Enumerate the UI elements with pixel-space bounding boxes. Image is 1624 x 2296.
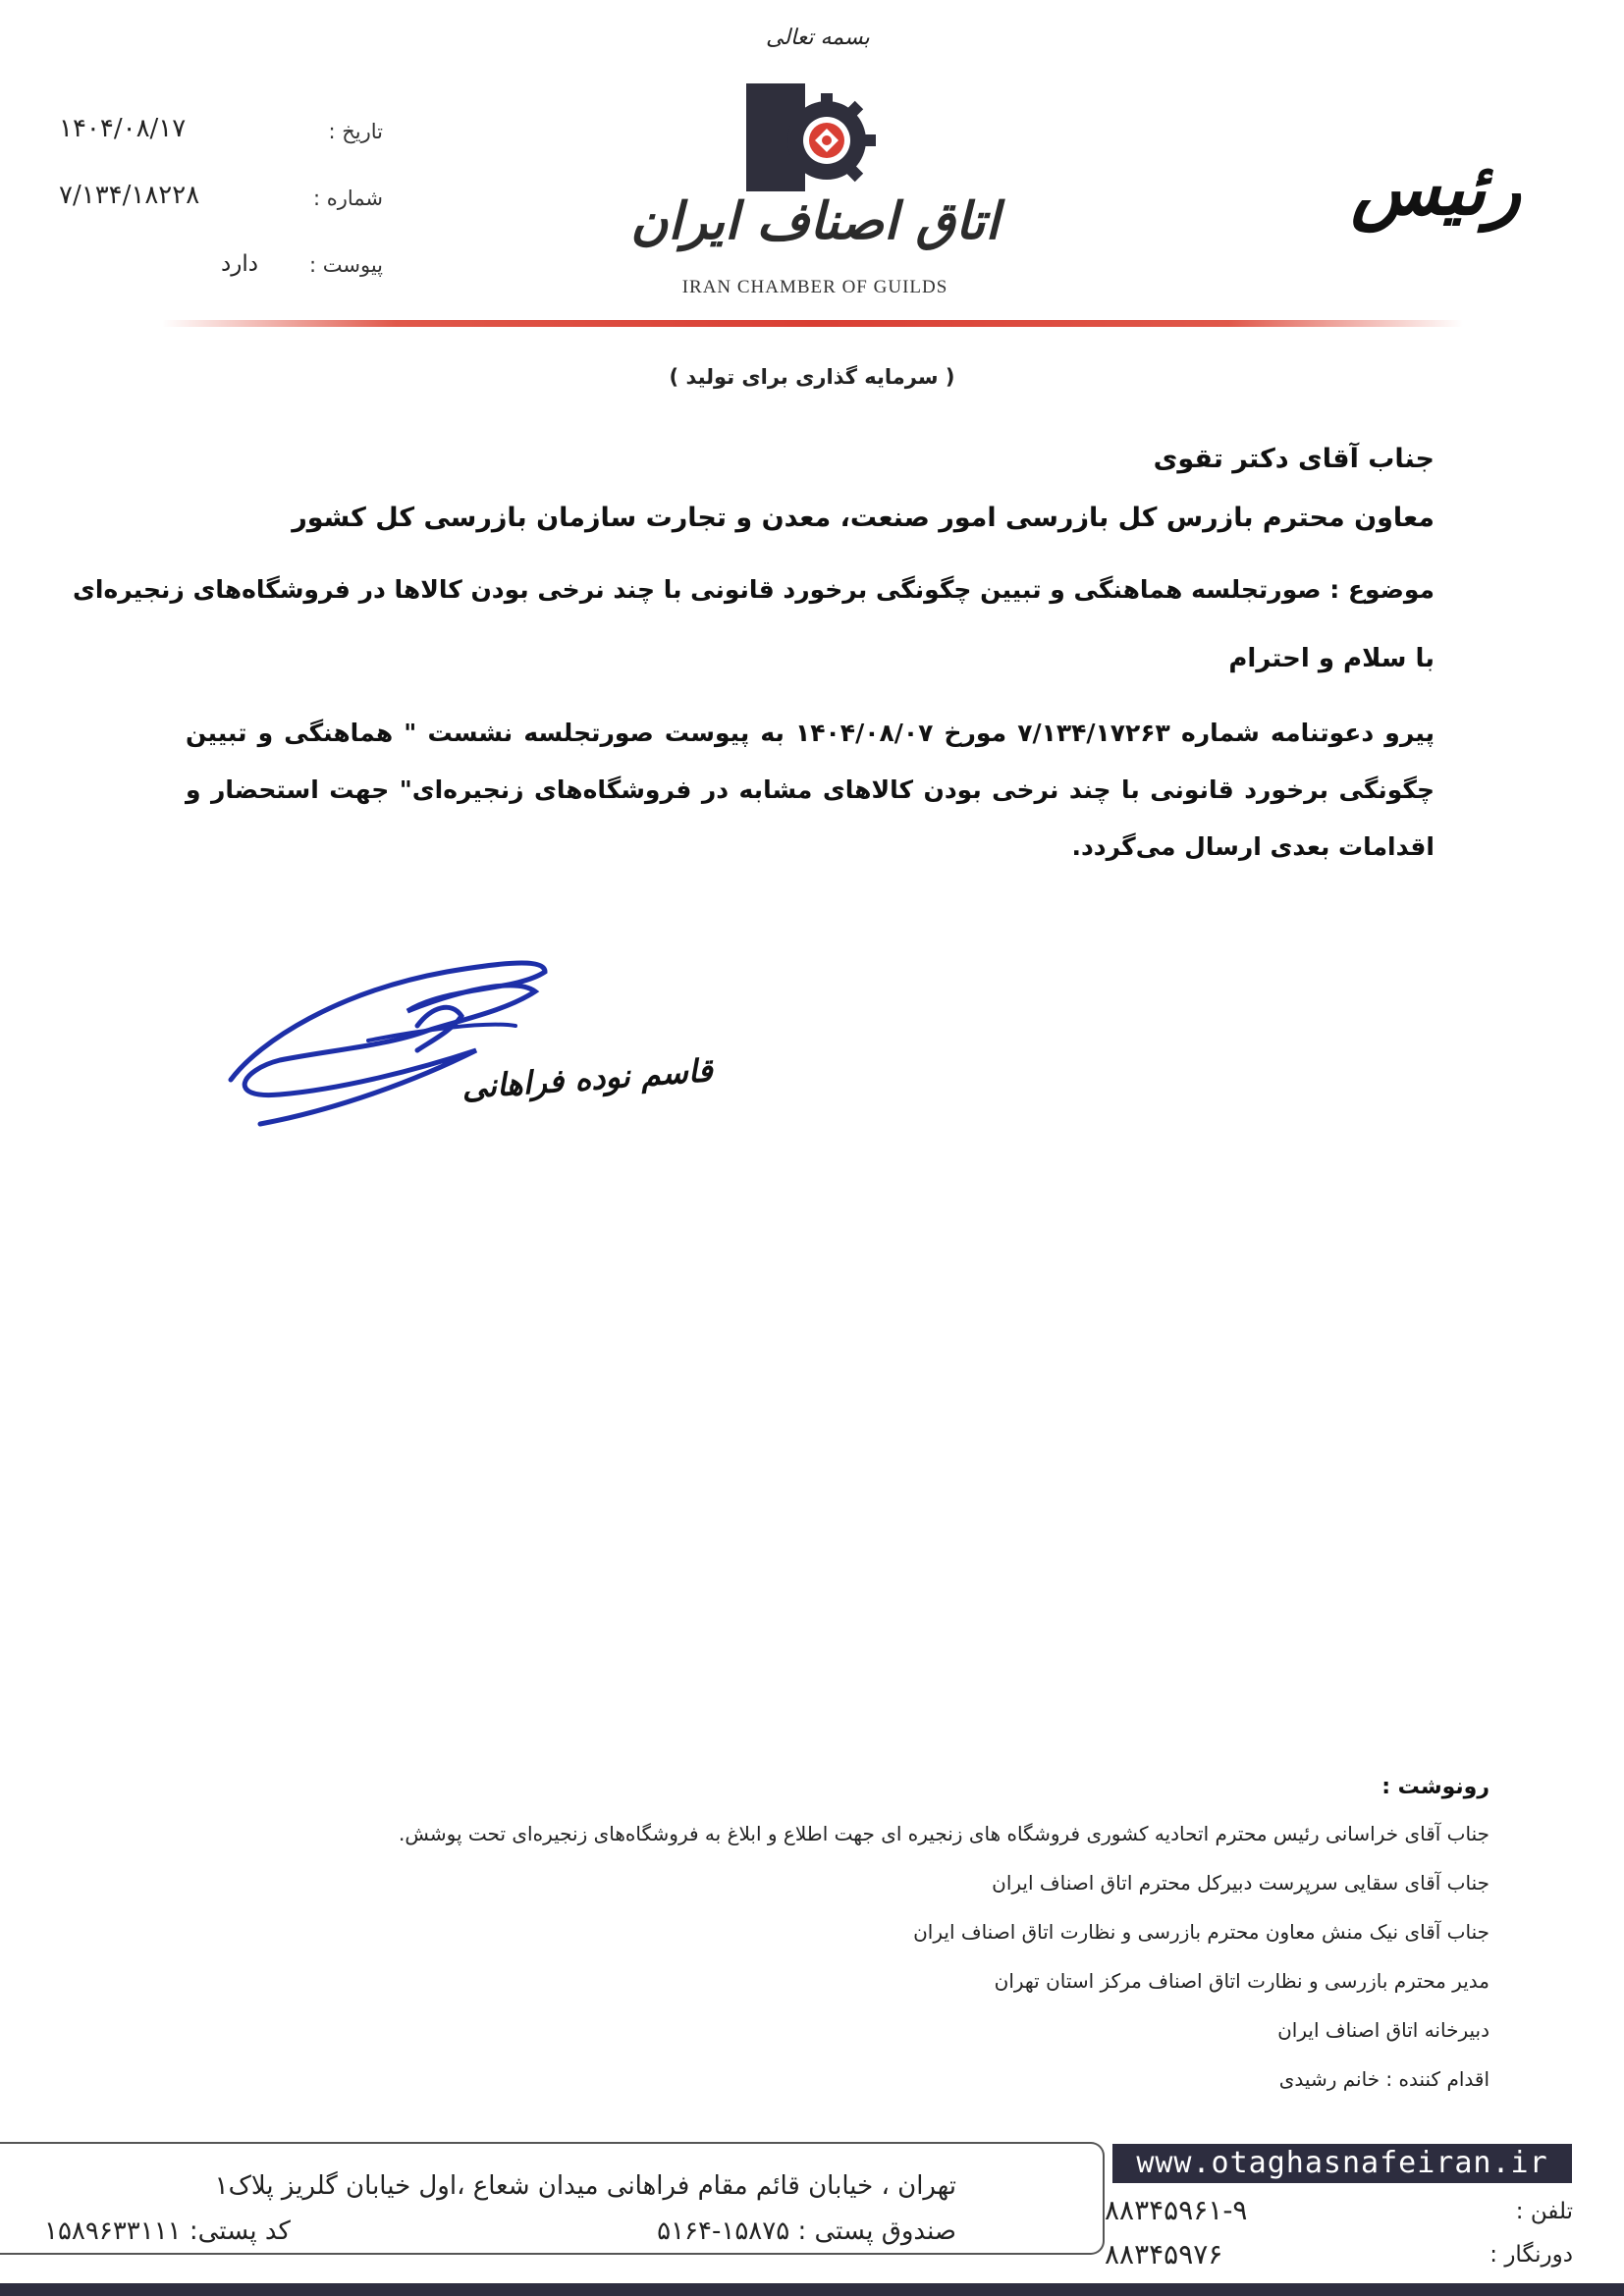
- copy-item: اقدام کننده : خانم رشیدی: [1278, 2067, 1489, 2091]
- attachment-value: دارد: [221, 251, 258, 277]
- invocation-text: بسمه تعالی: [766, 26, 870, 50]
- addressee-name: جناب آقای دکتر تقوی: [1153, 444, 1435, 474]
- footer-postal-box: صندوق پستی : ۱۵۸۷۵-۵۱۶۴: [657, 2216, 956, 2246]
- addressee-title: معاون محترم بازرس کل بازرسی امور صنعت، معدن و تجارت سازمان بازرسی کل کشور: [292, 503, 1435, 533]
- signer-name: قاسم نوده فراهانی: [460, 1051, 714, 1106]
- president-title: رئیس: [1350, 147, 1521, 232]
- date-value: ۱۴۰۴/۰۸/۱۷: [59, 114, 187, 143]
- copy-item: دبیرخانه اتاق اصناف ایران: [1277, 2018, 1489, 2042]
- attachment-row: [59, 253, 383, 293]
- footer-fax-label: دورنگار :: [1489, 2242, 1573, 2268]
- number-row: [59, 181, 383, 226]
- letter-subject: موضوع : صورتجلسه هماهنگی و تبیین چگونگی برخورد قانونی با چند نرخی بودن کالاها در فروشگاه‌های زنجیره‌ای: [73, 575, 1435, 604]
- number-label: شماره :: [312, 187, 383, 210]
- copy-item: جناب آقای سقایی سرپرست دبیرکل محترم اتاق اصناف ایران: [992, 1871, 1489, 1895]
- chamber-name-en: IRAN CHAMBER OF GUILDS: [681, 277, 948, 297]
- signature-scribble: [221, 933, 653, 1129]
- header-divider: [162, 320, 1463, 327]
- footer-website[interactable]: www.otaghasnafeiran.ir: [1112, 2144, 1572, 2183]
- footer-tel-label: تلفن :: [1515, 2199, 1573, 2224]
- copy-item: مدیر محترم بازرسی و نظارت اتاق اصناف مرکز استان تهران: [994, 1969, 1489, 1993]
- chamber-name-fa: اتاق اصناف ایران: [630, 191, 1000, 251]
- copies-heading: رونوشت :: [1381, 1775, 1489, 1799]
- attachment-label: پیوست :: [309, 253, 383, 277]
- footer-postal-code: کد پستی: ۱۵۸۹۶۳۳۱۱۱: [44, 2216, 291, 2246]
- greeting: با سلام و احترام: [1228, 644, 1435, 673]
- footer-tel-value: ۸۸۳۴۵۹۶۱-۹: [1105, 2194, 1248, 2226]
- copy-item: جناب آقای خراسانی رئیس محترم اتحادیه کشوری فروشگاه های زنجیره ای جهت اطلاع و ابلاغ به فروشگاه‌های زنجیره‌ای تحت پوشش.: [399, 1822, 1489, 1845]
- footer-address: تهران ، خیابان قائم مقام فراهانی میدان شعاع ،اول خیابان گلریز پلاک۱: [214, 2171, 956, 2201]
- copy-item: جناب آقای نیک منش معاون محترم بازرسی و نظارت اتاق اصناف ایران: [913, 1920, 1489, 1944]
- date-row: [59, 114, 383, 159]
- number-value: ۷/۱۳۴/۱۸۲۲۸: [59, 181, 200, 210]
- chamber-logo-icon: [746, 83, 884, 191]
- slogan: ( سرمایه گذاری برای تولید ): [669, 365, 955, 389]
- letter-body: پیرو دعوتنامه شماره ۷/۱۳۴/۱۷۲۶۳ مورخ ۱۴۰۴/۰۸/۰۷ به پیوست صورتجلسه نشست " هماهنگی و تبیین چگونگی برخورد قانونی با چند نرخی بودن کالاهای مشابه در فروشگاه‌های زنجیره‌ای" جهت استحضار و اقدامات بعدی ارسال می‌گردد.: [186, 719, 1435, 861]
- footer-fax-value: ۸۸۳۴۵۹۷۶: [1105, 2238, 1223, 2270]
- footer-band: [0, 2283, 1624, 2296]
- date-label: تاریخ :: [328, 120, 383, 143]
- copies-section: [115, 1775, 1489, 2104]
